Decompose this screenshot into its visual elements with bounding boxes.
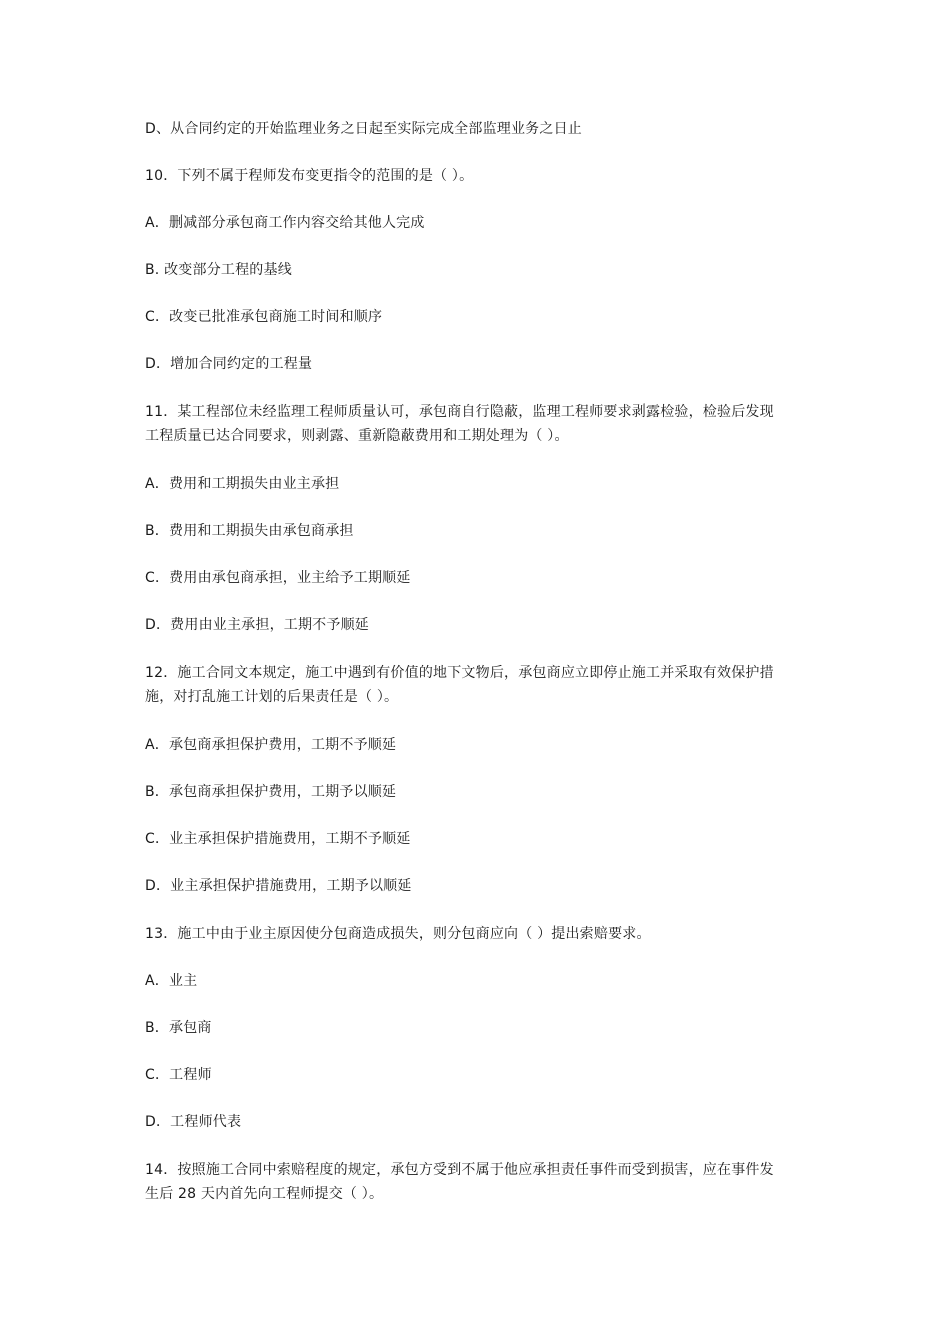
option-d-q12: D．业主承担保护措施费用，工期予以顺延 bbox=[145, 878, 412, 894]
question-14-line-2: 生后 28 天内首先向工程师提交（ ）。 bbox=[145, 1186, 384, 1202]
question-13: 13．施工中由于业主原因使分包商造成损失，则分包商应向（ ）提出索赔要求。 bbox=[145, 926, 651, 942]
option-b-q13: B．承包商 bbox=[145, 1020, 212, 1036]
option-c-q11: C．费用由承包商承担，业主给予工期顺延 bbox=[145, 570, 411, 586]
option-a-q12: A．承包商承担保护费用，工期不予顺延 bbox=[145, 737, 397, 753]
option-b-q10: B. 改变部分工程的基线 bbox=[145, 262, 292, 278]
option-c-q13: C．工程师 bbox=[145, 1067, 212, 1083]
option-b-q12: B．承包商承担保护费用，工期予以顺延 bbox=[145, 784, 397, 800]
option-c-q10: C．改变已批准承包商施工时间和顺序 bbox=[145, 309, 383, 325]
option-d-q9: D、从合同约定的开始监理业务之日起至实际完成全部监理业务之日止 bbox=[145, 121, 582, 137]
option-a-q10: A．删减部分承包商工作内容交给其他人完成 bbox=[145, 215, 425, 231]
option-c-q12: C．业主承担保护措施费用，工期不予顺延 bbox=[145, 831, 411, 847]
question-12-line-2: 施，对打乱施工计划的后果责任是（ ）。 bbox=[145, 689, 399, 705]
option-a-q13: A．业主 bbox=[145, 973, 198, 989]
option-a-q11: A．费用和工期损失由业主承担 bbox=[145, 476, 340, 492]
question-10: 10．下列不属于程师发布变更指令的范围的是（ ）。 bbox=[145, 168, 474, 184]
question-14-line-1: 14．按照施工合同中索赔程度的规定，承包方受到不属于他应承担责任事件而受到损害，应在事件发 bbox=[145, 1162, 774, 1178]
option-d-q10: D．增加合同约定的工程量 bbox=[145, 356, 313, 372]
question-12-line-1: 12．施工合同文本规定，施工中遇到有价值的地下文物后，承包商应立即停止施工并采取有效保护措 bbox=[145, 665, 774, 681]
option-d-q13: D．工程师代表 bbox=[145, 1114, 242, 1130]
option-b-q11: B．费用和工期损失由承包商承担 bbox=[145, 523, 354, 539]
question-11-line-1: 11．某工程部位未经监理工程师质量认可，承包商自行隐蔽，监理工程师要求剥露检验，检验后发现 bbox=[145, 404, 774, 420]
option-d-q11: D．费用由业主承担，工期不予顺延 bbox=[145, 617, 369, 633]
question-11-line-2: 工程质量已达合同要求，则剥露、重新隐蔽费用和工期处理为（ ）。 bbox=[145, 428, 569, 444]
